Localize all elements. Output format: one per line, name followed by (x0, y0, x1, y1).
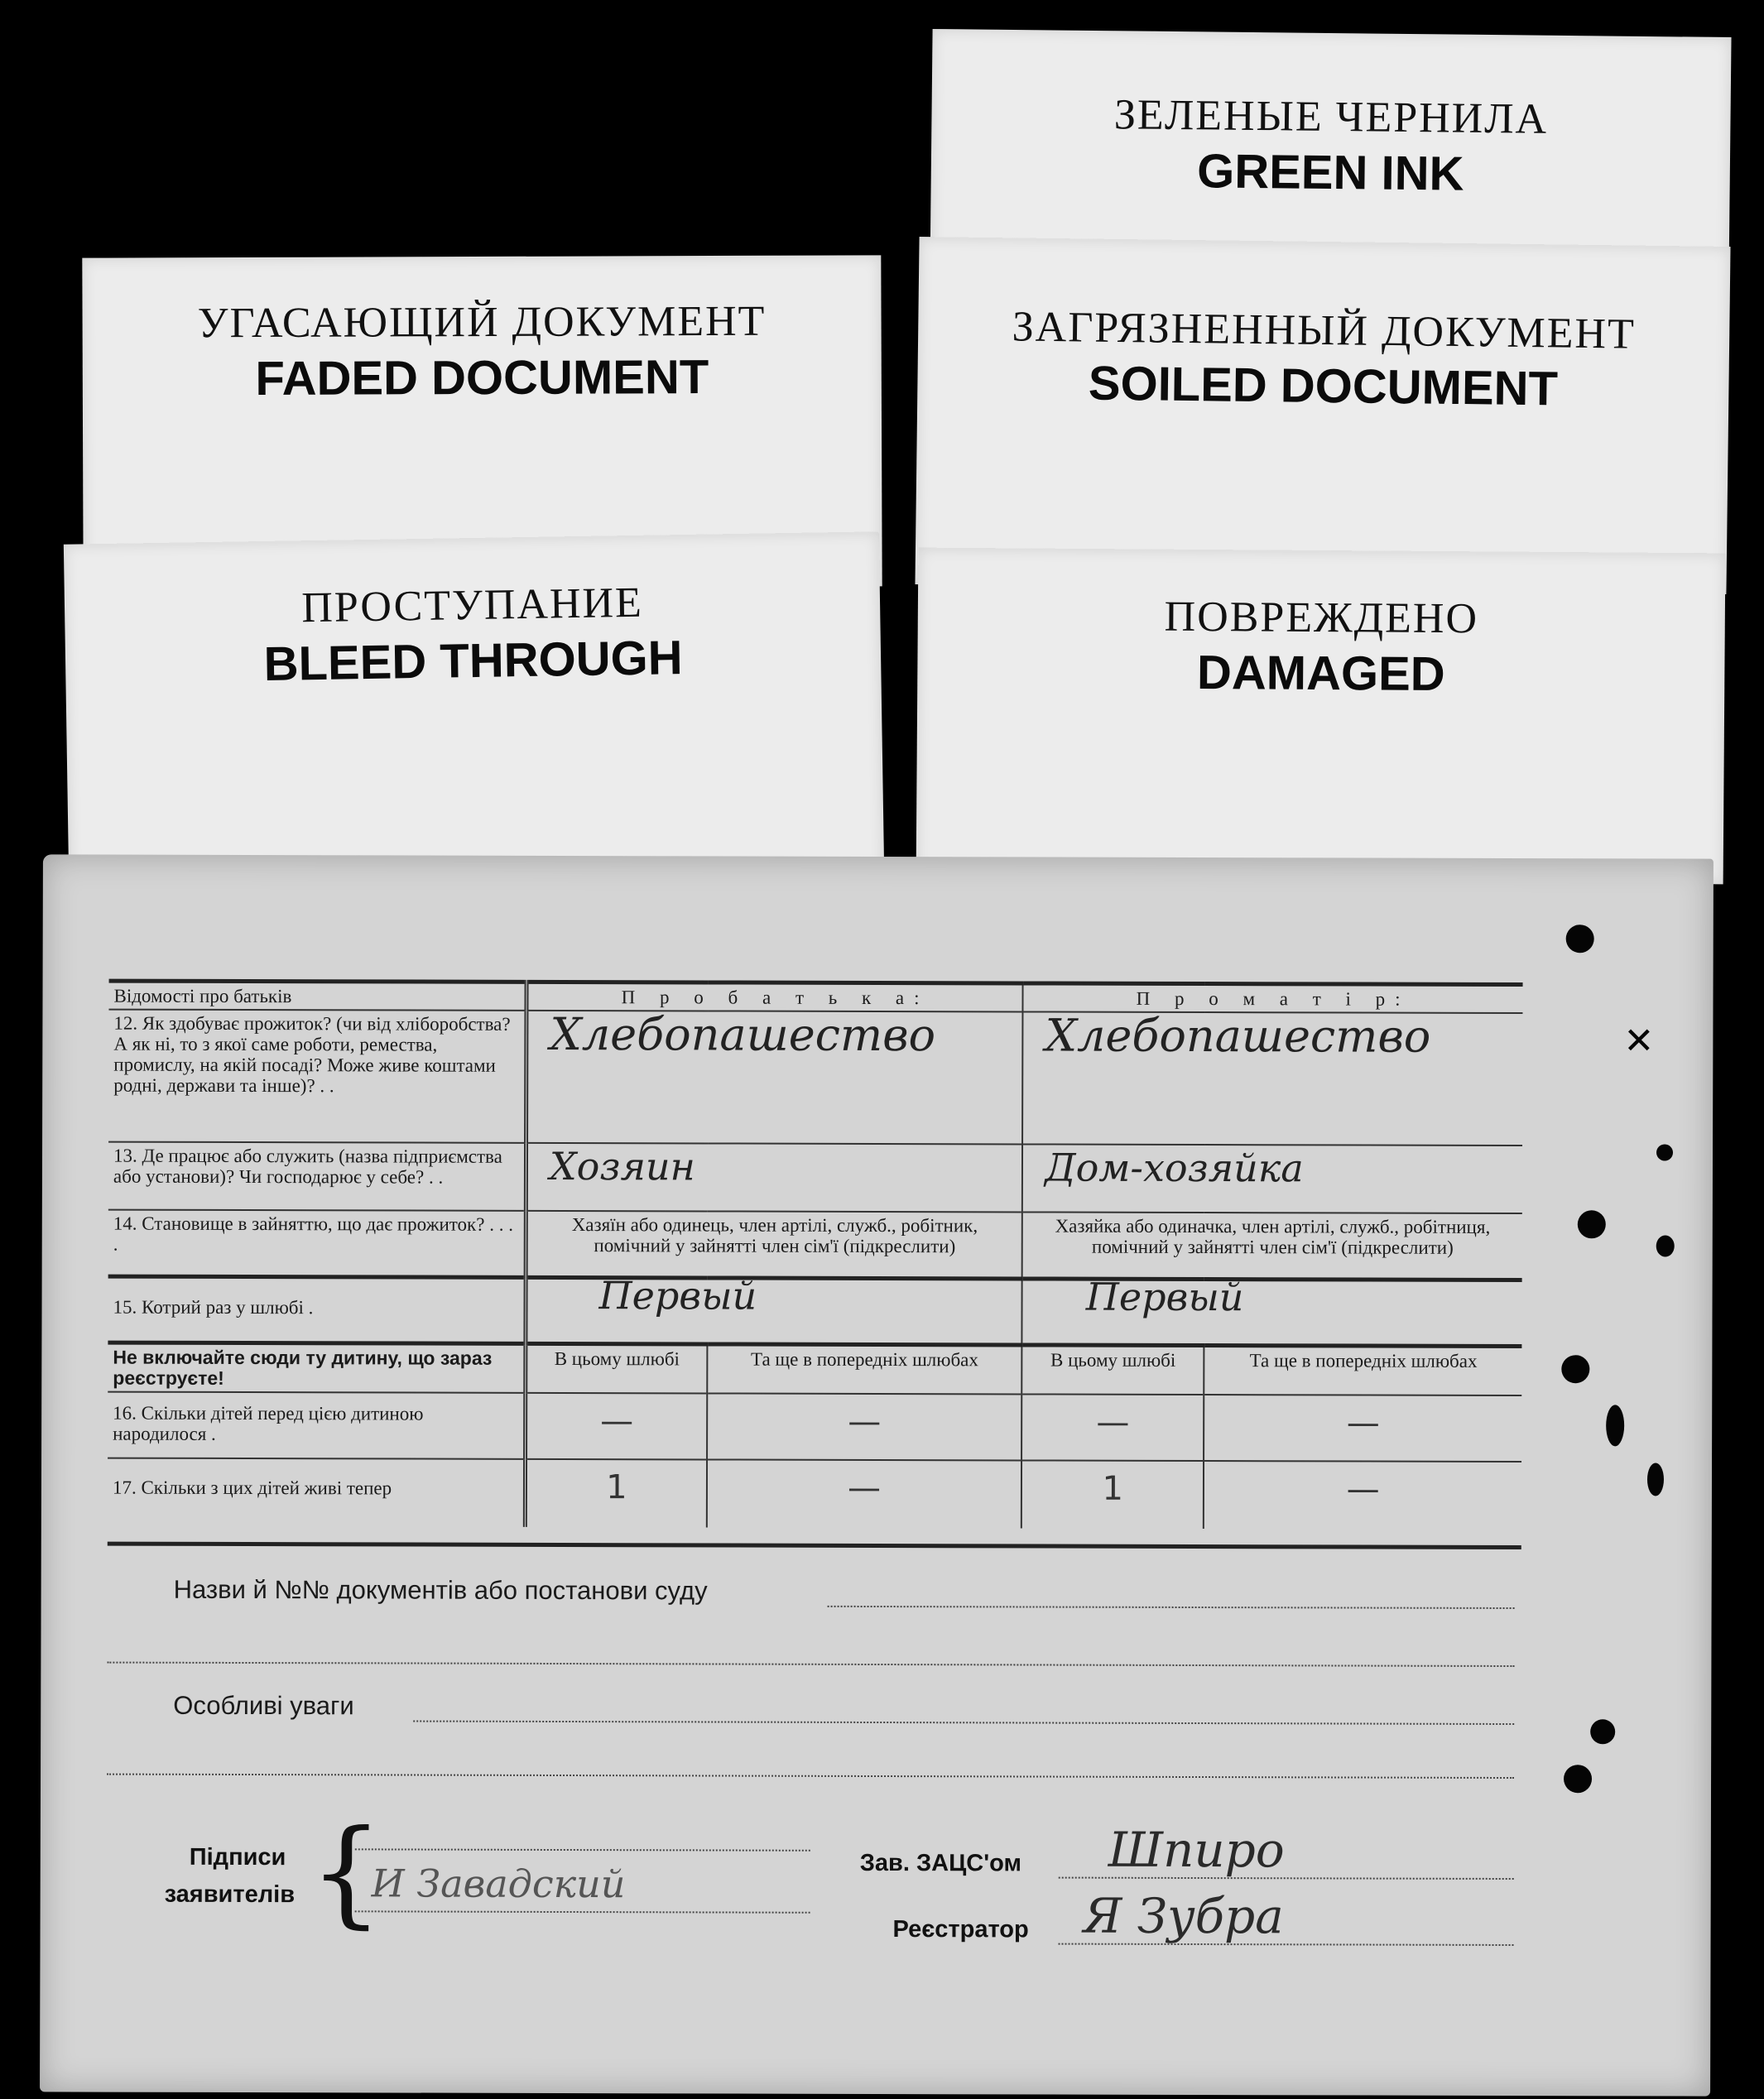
head-registry-label: Зав. ЗАЦС'ом (859, 1849, 1021, 1877)
brace: { (309, 1805, 384, 1941)
punch-hole (1656, 1235, 1675, 1256)
documents-dotted-line (828, 1606, 1515, 1609)
soiled-document-ru: ЗАГРЯЗНЕННЫЙ ДОКУМЕНТ (1012, 303, 1637, 358)
documents-label: Назви й №№ документів або постанови суду (173, 1574, 708, 1606)
row13-father-handwriting: Хозяин (549, 1143, 695, 1189)
row14-father-options: Хазяїн або одинець, член артілі, служб., робітник, помічний у зайнятті член сім'ї (підкреслити) (526, 1211, 1022, 1279)
faded-document-ru: УГАСАЮЩИЙ ДОКУМЕНТ (197, 297, 767, 348)
punch-hole (1566, 925, 1594, 953)
bleed-through-card (64, 531, 884, 883)
registrar-label: Реєстратор (892, 1916, 1029, 1943)
row16-value: — (600, 1402, 634, 1441)
father-prev-marriage-header: Та ще в попередніх шлюбах (707, 1343, 1021, 1394)
row16-value: — (848, 1402, 882, 1442)
bleed-through-ru: ПРОСТУПАНИЕ (300, 579, 644, 632)
damaged-en: DAMAGED (1196, 645, 1445, 702)
signature-dotted-line (355, 1848, 810, 1851)
row17-value: 1 (606, 1468, 627, 1507)
punch-hole (1656, 1144, 1673, 1160)
mother-prev-marriage-header: Та ще в попередніх шлюбах (1204, 1345, 1522, 1395)
row12-label: 12. Як здобуває прожиток? (чи від хліборобства? А як ні, то з якої саме роботи, ремества, промислу, на якій посаді? Може живе коштами родні, держави та інше)? . . (108, 1010, 526, 1143)
row14-label: 14. Становище в зайняттю, що дає прожиток? . . . . (108, 1210, 526, 1277)
green-ink-ru: ЗЕЛЕНЫЕ ЧЕРНИЛА (1113, 91, 1549, 143)
tear-mark (1647, 1463, 1664, 1496)
row17-label: 17. Скільки з цих дітей живі тепер (108, 1458, 526, 1527)
row17-value: — (1346, 1470, 1380, 1509)
documents-dotted-line (107, 1662, 1514, 1667)
punch-hole (1590, 1719, 1615, 1744)
applicants-label: заявителів (164, 1880, 296, 1909)
row14-mother-options: Хазяйка або одиначка, член артілі, служб., робітниця, помічний у зайнятті член сім'ї (підкреслити) (1022, 1212, 1522, 1280)
soiled-document-card (915, 237, 1730, 594)
row17-value: — (847, 1468, 882, 1508)
mother-this-marriage-header: В цьому шлюбі (1021, 1344, 1204, 1395)
exclude-child-note: Не включайте сюди ту дитину, що зараз реєструєте! (108, 1342, 526, 1393)
punch-hole (1578, 1210, 1606, 1238)
signature-dotted-line (355, 1910, 810, 1913)
damaged-card (916, 548, 1726, 885)
notes-dotted-line (107, 1774, 1514, 1779)
header-mother: П р о м а т і р: (1023, 983, 1523, 1013)
row16-value: — (1096, 1403, 1130, 1442)
notes-label: Особливі уваги (173, 1690, 354, 1721)
tear-mark: ✕ (1623, 1020, 1655, 1063)
header-father: П р о б а т ь к а: (526, 982, 1023, 1011)
soiled-document-en: SOILED DOCUMENT (1088, 356, 1559, 416)
row15-father-handwriting: Первый (598, 1272, 757, 1318)
row13-label: 13. Де працює або служить (назва підприємства або установи)? Чи господарює у себе? . . (108, 1142, 526, 1211)
row16-value: — (1346, 1404, 1380, 1443)
green-ink-en: GREEN INK (1196, 144, 1464, 201)
head-signature: Шпиро (1108, 1821, 1285, 1879)
parents-info-table (108, 979, 1523, 1530)
notes-dotted-line (413, 1721, 1514, 1725)
row12-mother-handwriting: Хлебопашество (1045, 1009, 1431, 1063)
damaged-ru: ПОВРЕЖДЕНО (1164, 593, 1479, 643)
applicants-label: Підписи (189, 1843, 286, 1871)
punch-hole (1561, 1355, 1589, 1383)
header-parents-info: Відомості про батьків (108, 981, 526, 1011)
tear-mark (1606, 1405, 1624, 1446)
row13-mother-handwriting: Дом-хозяйка (1045, 1145, 1304, 1191)
registration-form-sheet (40, 854, 1714, 2096)
punch-hole (1564, 1765, 1592, 1793)
table-bottom-rule (108, 1542, 1521, 1549)
row15-mother-handwriting: Первый (1085, 1274, 1244, 1319)
row17-value: 1 (1102, 1469, 1124, 1508)
registrar-signature: Я Зубра (1083, 1887, 1284, 1945)
faded-document-en: FADED DOCUMENT (255, 350, 709, 406)
father-this-marriage-header: В цьому шлюбі (526, 1343, 708, 1394)
row16-label: 16. Скільки дітей перед цією дитиною народилося . (108, 1392, 526, 1459)
row15-label: 15. Котрий раз у шлюбі . (108, 1276, 526, 1343)
bleed-through-en: BLEED THROUGH (263, 631, 684, 691)
row12-father-handwriting: Хлебопашество (550, 1007, 936, 1062)
applicant-signature: И Завадский (371, 1861, 626, 1907)
